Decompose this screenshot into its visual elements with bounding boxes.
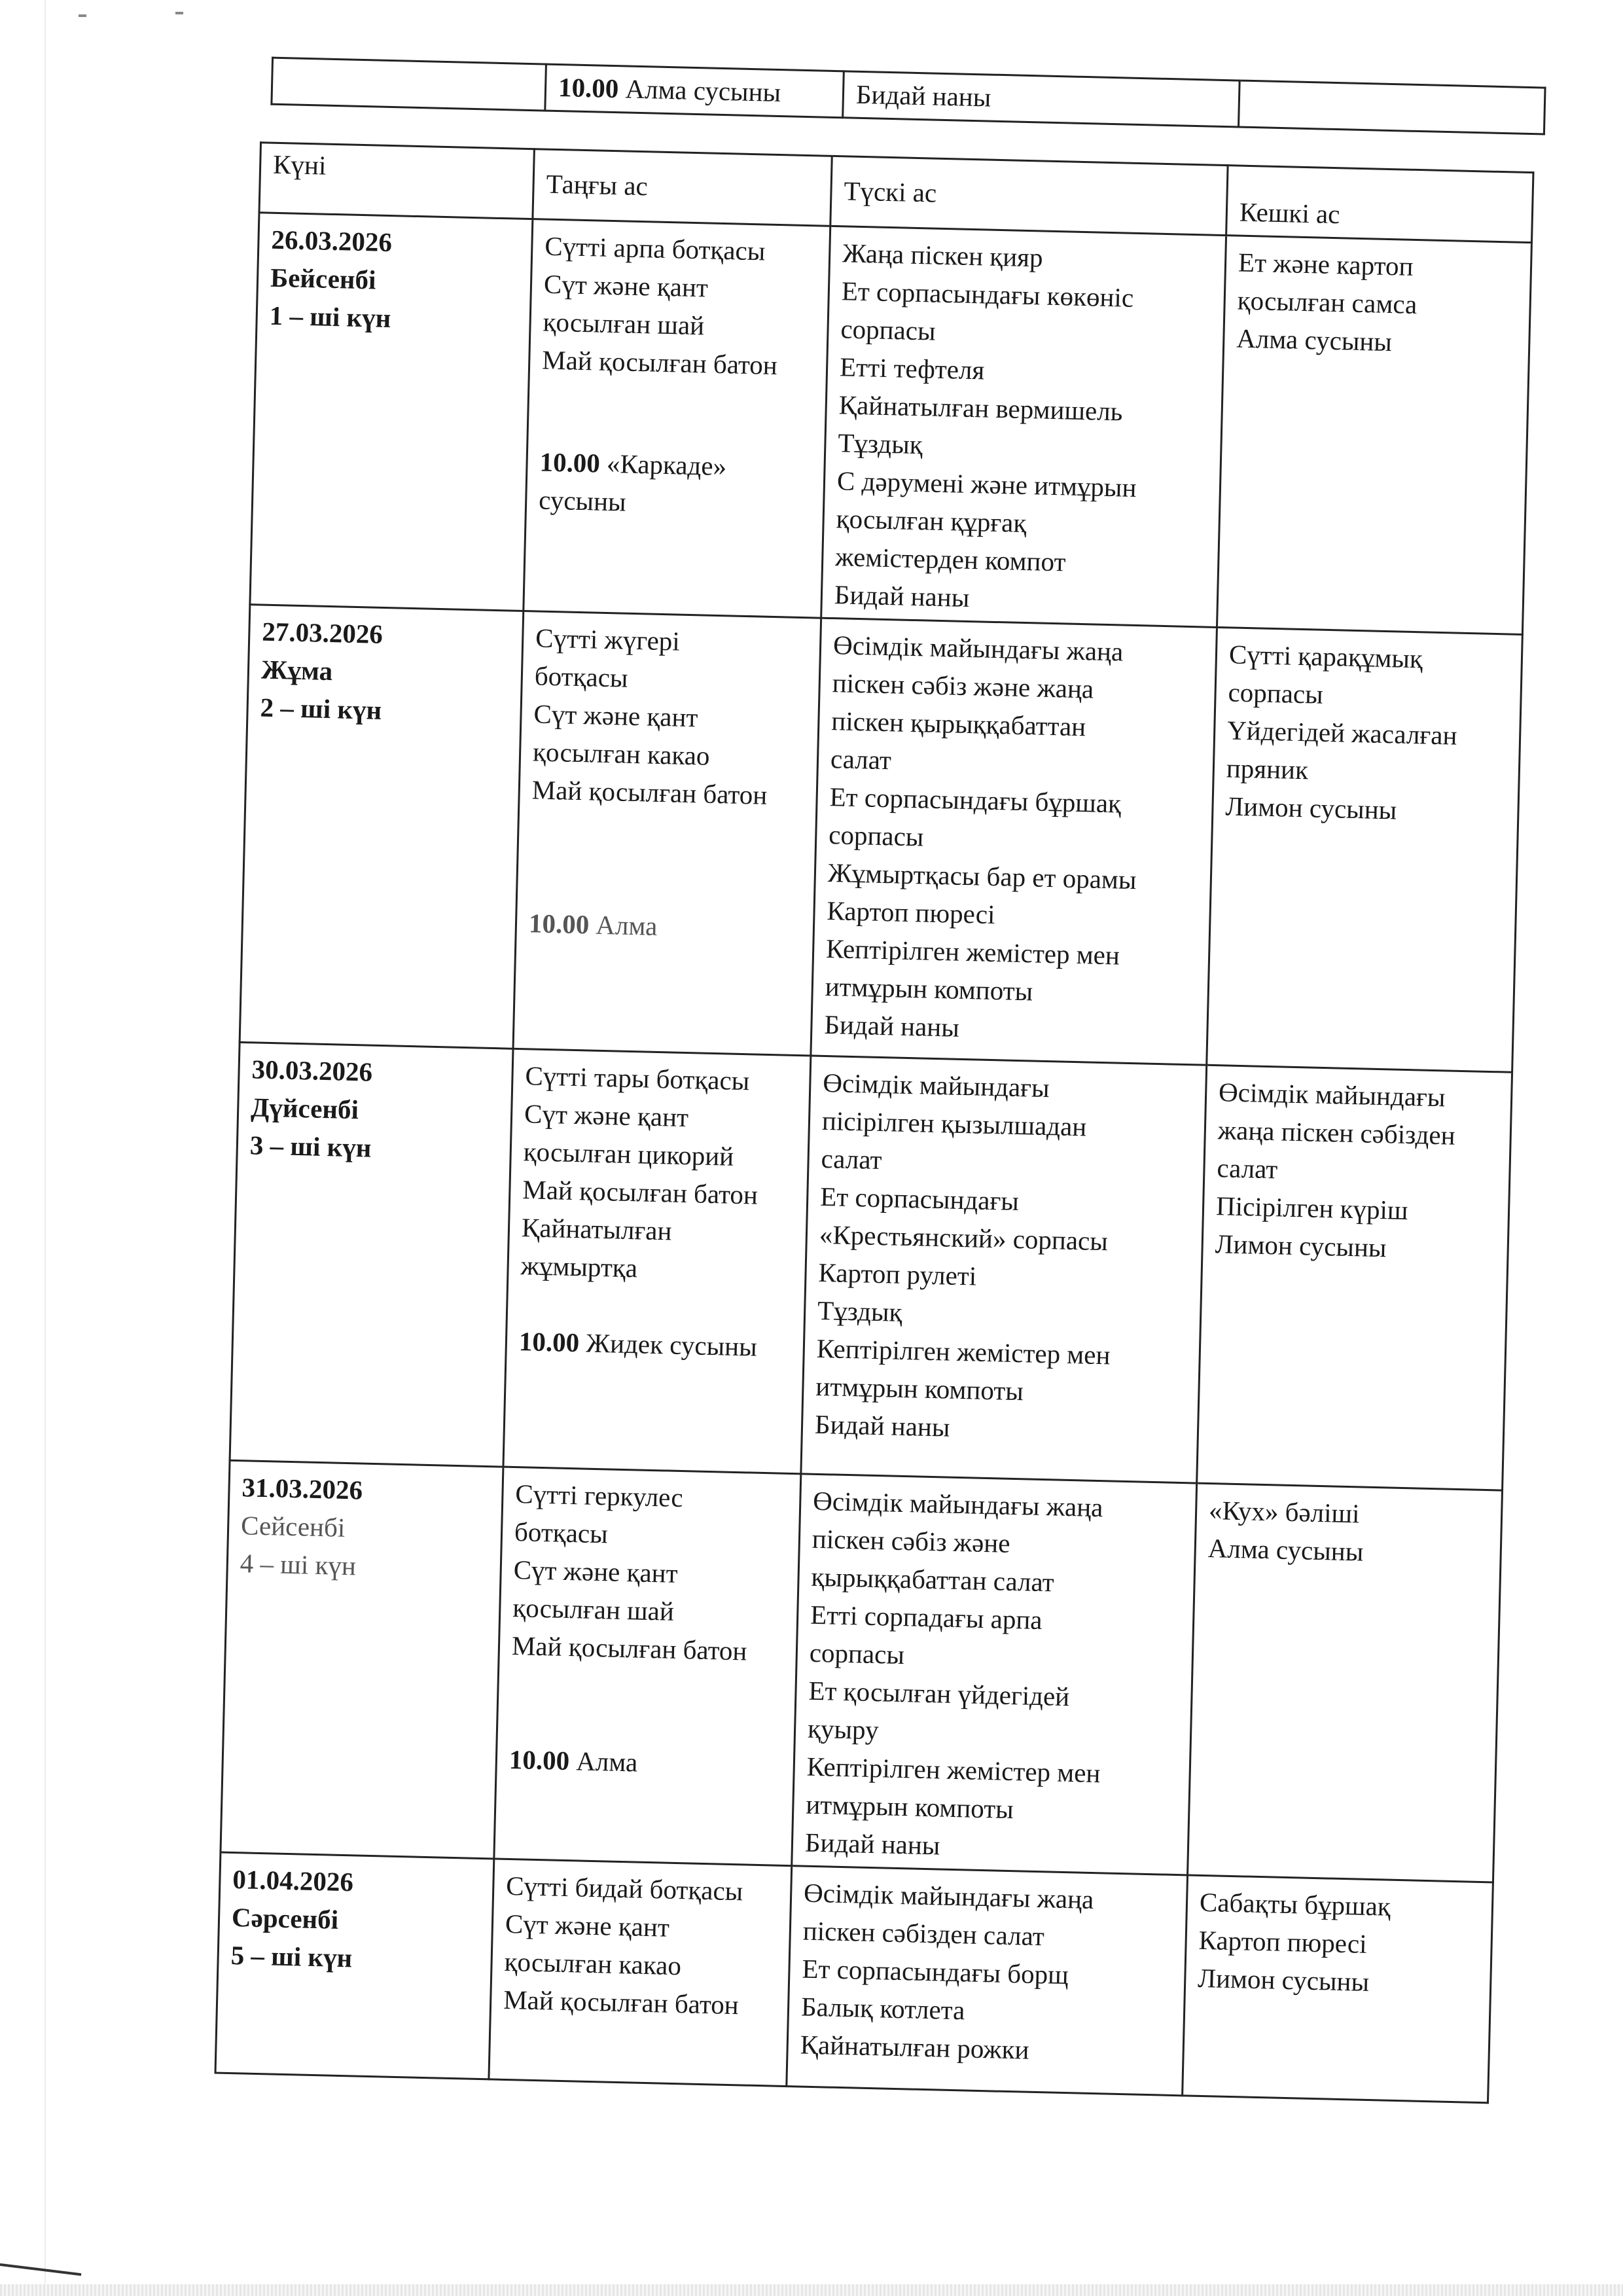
menu-item: итмұрын компоты	[805, 1789, 1014, 1825]
menu-item: қосылған какао	[532, 736, 711, 771]
menu-item: Ет сорпасындағы	[819, 1181, 1020, 1217]
menu-item: салат	[1216, 1153, 1278, 1185]
day-date: 27.03.2026	[261, 616, 383, 649]
breakfast-cell	[494, 1467, 801, 1866]
fragment-dinner-cell	[1239, 81, 1546, 134]
menu-item: Сүт және қант	[533, 698, 698, 733]
table-row	[230, 1042, 1512, 1490]
snack-time: 10.00	[558, 72, 619, 104]
menu-item: жемістерден компот	[834, 541, 1066, 577]
fragment-row	[272, 58, 1545, 134]
breakfast-cell	[524, 219, 830, 619]
snack-line	[518, 1322, 793, 1367]
menu-item: Сүтті бидай ботқасы	[505, 1870, 743, 1907]
dinner-cell	[1188, 1483, 1503, 1882]
menu-item: Пісірілген күріш	[1215, 1191, 1409, 1226]
table-row	[240, 605, 1522, 1073]
day-number: 2 – ші күн	[260, 692, 382, 725]
snack-line	[528, 904, 802, 948]
menu-item: Сүтті арпа ботқасы	[544, 230, 766, 266]
snack-item: Алма	[575, 1746, 638, 1778]
menu-item: Етті сорпадағы арпа	[810, 1599, 1043, 1636]
menu-item: Сүт және қант	[505, 1908, 670, 1943]
day-cell	[230, 1042, 513, 1467]
menu-item: Қайнатылған вермишель	[838, 389, 1123, 427]
menu-item: піскен сәбізден салат	[802, 1915, 1045, 1952]
menu-item: Сүт және қант	[543, 268, 709, 303]
menu-item: сорпасы	[840, 314, 936, 346]
day-weekday: Дүйсенбі	[250, 1092, 359, 1125]
menu-item: пісірілген қызылшадан	[821, 1105, 1087, 1142]
snack-time: 10.00	[518, 1326, 580, 1358]
menu-item: Бидай наны	[814, 1408, 950, 1443]
menu-item: Ет сорпасындағы борщ	[801, 1953, 1069, 1990]
lunch-item: Бидай наны	[855, 79, 991, 113]
menu-item: Май қосылған батон	[541, 344, 778, 381]
dinner-cell	[1217, 236, 1531, 635]
menu-table	[214, 141, 1534, 2104]
day-cell	[221, 1460, 503, 1859]
menu-item: Кептірілген жемістер мен	[816, 1333, 1111, 1371]
lunch-cell	[811, 618, 1217, 1065]
menu-item: Өсімдік майындағы жаңа	[812, 1485, 1103, 1523]
menu-item: Кептірілген жемістер мен	[806, 1751, 1101, 1789]
menu-item: Өсімдік майындағы жаңа	[803, 1877, 1094, 1915]
header-breakfast: Таңғы ас	[533, 149, 832, 226]
day-number: 4 – ші күн	[240, 1548, 357, 1581]
menu-item: қырыққабаттан салат	[811, 1561, 1055, 1598]
day-number: 5 – ші күн	[230, 1940, 353, 1973]
menu-item: Май қосылған батон	[531, 774, 768, 810]
menu-item: жаңа піскен сәбізден	[1217, 1115, 1456, 1151]
menu-item: Алма сусыны	[1207, 1533, 1364, 1567]
fragment-lunch-cell	[843, 71, 1240, 127]
breakfast-cell	[489, 1859, 792, 2087]
snack-line	[508, 1740, 783, 1785]
menu-item: итмұрын компоты	[815, 1371, 1024, 1407]
menu-item: қосылған самса	[1237, 285, 1418, 320]
menu-item: Май қосылған батон	[503, 1984, 740, 2020]
day-date: 26.03.2026	[271, 224, 393, 258]
dinner-cell	[1183, 1875, 1493, 2103]
menu-item: Лимон сусыны	[1225, 791, 1397, 825]
menu-item: Жұмыртқасы бар ет орамы	[827, 857, 1137, 895]
lunch-cell	[792, 1474, 1197, 1875]
day-weekday: Сейсенбі	[240, 1510, 346, 1543]
snack-item: Жидек сусыны	[585, 1327, 758, 1362]
menu-item: Ет қосылған үйдегідей	[808, 1675, 1070, 1712]
menu-item: Сүт және қант	[524, 1098, 689, 1133]
menu-item: Тұздық	[817, 1295, 903, 1327]
day-cell	[250, 213, 533, 611]
menu-item: Картоп рулеті	[818, 1257, 977, 1291]
table-row	[250, 213, 1532, 635]
day-weekday: Жұма	[260, 654, 333, 687]
menu-item: Өсімдік майындағы жаңа	[832, 630, 1124, 667]
snack-item: Алма сусыны	[625, 73, 781, 108]
snack-item: сусыны	[538, 484, 627, 517]
menu-item: С дәрумені және итмұрын	[836, 465, 1137, 503]
menu-item: қосылған какао	[504, 1946, 682, 1981]
menu-item: піскен қырыққабаттан	[830, 706, 1086, 742]
day-cell	[215, 1852, 494, 2079]
menu-item: Өсімдік майындағы	[822, 1067, 1050, 1103]
menu-item: Сабақты бұршақ	[1199, 1886, 1391, 1922]
menu-item: салат	[821, 1143, 882, 1175]
menu-item: Лимон сусыны	[1197, 1962, 1370, 1997]
menu-item: Сүтті жүгері	[535, 622, 681, 656]
menu-item: пряник	[1226, 753, 1309, 785]
lunch-cell	[821, 226, 1226, 627]
menu-item: Бидай наны	[834, 579, 970, 613]
table-row	[221, 1460, 1503, 1882]
menu-item: ботқасы	[514, 1516, 609, 1549]
day-number: 1 – ші күн	[269, 300, 391, 334]
snack-line	[539, 443, 813, 488]
menu-item: Сүтті геркулес	[514, 1479, 684, 1513]
menu-item: сорпасы	[809, 1637, 905, 1670]
snack-item: «Каркаде»	[606, 448, 727, 482]
menu-item: Май қосылған батон	[522, 1174, 758, 1210]
snack-time: 10.00	[508, 1744, 570, 1776]
fragment-day-cell	[272, 58, 546, 111]
fragment-breakfast-cell	[545, 64, 844, 118]
menu-item: салат	[830, 744, 892, 776]
menu-item: «Крестьянский» сорпасы	[819, 1219, 1109, 1257]
menu-item: Кептірілген жемістер мен	[825, 933, 1120, 971]
menu-item: Етті тефтеля	[839, 351, 985, 386]
menu-item: ботқасы	[534, 660, 629, 693]
day-number: 3 – ші күн	[249, 1130, 372, 1163]
previous-page-fragment-table	[270, 57, 1546, 135]
lunch-cell	[787, 1866, 1188, 2096]
menu-item: сорпасы	[828, 819, 924, 852]
menu-item: Май қосылған батон	[511, 1630, 747, 1666]
table-row	[215, 1852, 1493, 2103]
header-dinner: Кешкі ас	[1226, 166, 1533, 243]
menu-item: Ет сорпасындағы көкөніс	[841, 276, 1134, 313]
snack-item: Алма	[595, 909, 658, 941]
breakfast-cell	[503, 1049, 811, 1474]
snack-time: 10.00	[539, 446, 601, 478]
menu-item: Ет сорпасындағы бұршақ	[829, 781, 1122, 819]
menu-item: піскен сәбіз және жаңа	[832, 668, 1094, 704]
menu-item: Өсімдік майындағы	[1218, 1077, 1446, 1113]
menu-item: піскен сәбіз және	[812, 1523, 1011, 1558]
menu-item: итмұрын компоты	[825, 971, 1033, 1007]
header-lunch: Түскі ас	[830, 156, 1228, 235]
lunch-cell	[801, 1056, 1207, 1483]
snack-time: 10.00	[528, 908, 590, 940]
menu-item: Картоп пюресі	[827, 895, 996, 930]
breakfast-cell	[513, 611, 821, 1056]
menu-item: қуыру	[807, 1713, 880, 1746]
menu-item: Сүт және қант	[513, 1554, 679, 1588]
menu-item: Тұздық	[837, 427, 923, 460]
menu-item: Бидай наны	[823, 1009, 960, 1043]
menu-item: Бидай наны	[804, 1827, 940, 1861]
menu-item: Сүтті қарақұмық	[1228, 639, 1423, 674]
menu-item: Қайнатылған рожки	[800, 2029, 1030, 2065]
menu-item: Жаңа піскен қияр	[842, 238, 1044, 273]
day-date: 31.03.2026	[241, 1472, 363, 1505]
menu-item: Сүтті тары ботқасы	[525, 1060, 750, 1096]
header-day: Күні	[259, 143, 534, 219]
day-date: 30.03.2026	[251, 1054, 373, 1087]
menu-item: Алма сусыны	[1236, 323, 1393, 357]
menu-item: Үйдегідей жасалған	[1226, 715, 1457, 751]
day-cell	[240, 605, 524, 1049]
day-date: 01.04.2026	[232, 1864, 354, 1897]
menu-item: қосылған шай	[512, 1592, 675, 1626]
menu-item: Лимон сусыны	[1215, 1229, 1387, 1263]
dinner-cell	[1207, 627, 1523, 1072]
day-weekday: Бейсенбі	[270, 262, 377, 295]
menu-item: жұмыртқа	[520, 1250, 638, 1283]
menu-item: Картоп пюресі	[1198, 1924, 1368, 1959]
menu-item: қосылған шай	[543, 306, 705, 341]
day-weekday: Сәрсенбі	[231, 1902, 339, 1935]
menu-item: қосылған құрғақ	[836, 503, 1027, 539]
menu-item: сорпасы	[1228, 677, 1324, 709]
menu-item: Қайнатылған	[521, 1212, 673, 1246]
dinner-cell	[1197, 1065, 1512, 1490]
menu-item: «Кух» бәліші	[1208, 1495, 1361, 1529]
menu-item: Балық котлета	[800, 1991, 965, 2026]
menu-item: қосылған цикорий	[523, 1136, 734, 1172]
menu-item: Ет және картоп	[1238, 247, 1414, 281]
